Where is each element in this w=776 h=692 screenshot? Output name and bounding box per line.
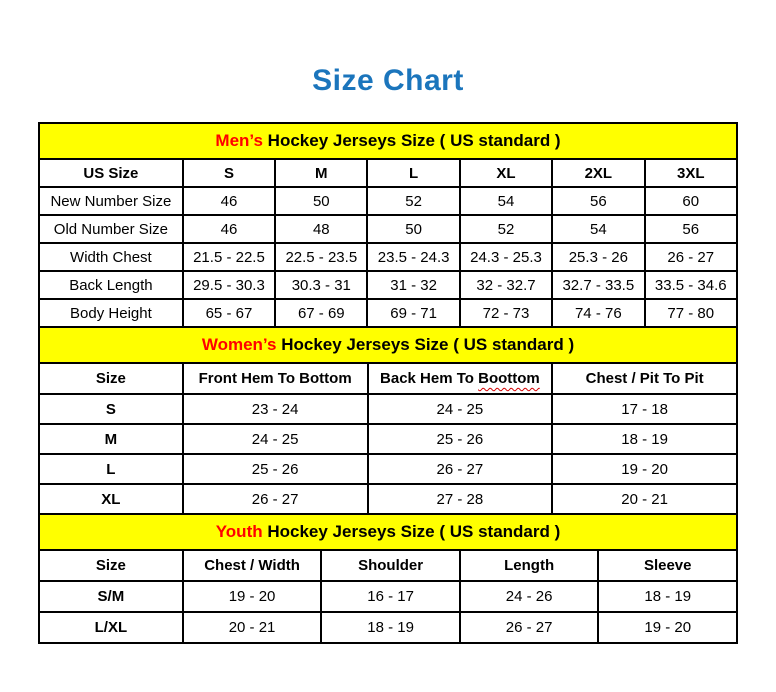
value-cell: 54 bbox=[460, 187, 552, 215]
header-cell: M bbox=[275, 159, 367, 187]
value-cell: 46 bbox=[183, 215, 275, 243]
header-cell: Shoulder bbox=[321, 550, 460, 581]
value-cell: 24 - 25 bbox=[183, 424, 368, 454]
mens-section-header bbox=[38, 122, 738, 160]
value-cell: 17 - 18 bbox=[552, 394, 737, 424]
value-cell: 21.5 - 22.5 bbox=[183, 243, 275, 271]
value-cell: 67 - 69 bbox=[275, 299, 367, 327]
youth-section-title-rest: Hockey Jerseys Size ( US standard ) bbox=[262, 522, 561, 541]
header-cell: L bbox=[367, 159, 459, 187]
value-cell: 24.3 - 25.3 bbox=[460, 243, 552, 271]
youth-section-title bbox=[216, 522, 561, 542]
row-label-cell: S bbox=[39, 394, 183, 424]
value-cell: 22.5 - 23.5 bbox=[275, 243, 367, 271]
value-cell: 46 bbox=[183, 187, 275, 215]
row-label-cell: Old Number Size bbox=[39, 215, 183, 243]
youth-section-title-highlight: Youth bbox=[215, 522, 263, 541]
value-cell: 50 bbox=[367, 215, 459, 243]
table-row bbox=[39, 299, 737, 327]
table-row bbox=[39, 581, 737, 612]
table-row bbox=[39, 424, 737, 454]
table-row bbox=[39, 187, 737, 215]
row-label-cell: New Number Size bbox=[39, 187, 183, 215]
table-row bbox=[39, 394, 737, 424]
value-cell: 20 - 21 bbox=[552, 484, 737, 514]
mens-section-title-rest: Hockey Jerseys Size ( US standard ) bbox=[262, 131, 561, 150]
value-cell: 16 - 17 bbox=[321, 581, 460, 612]
value-cell: 24 - 26 bbox=[460, 581, 599, 612]
value-cell: 19 - 20 bbox=[598, 612, 737, 643]
mens-section-title-highlight: Men’s bbox=[215, 131, 263, 150]
value-cell: 30.3 - 31 bbox=[275, 271, 367, 299]
header-cell: Chest / Pit To Pit bbox=[552, 363, 737, 394]
row-label-cell: L/XL bbox=[39, 612, 183, 643]
header-cell: Sleeve bbox=[598, 550, 737, 581]
womens-section-header bbox=[38, 326, 738, 364]
youth-section-header bbox=[38, 513, 738, 551]
header-cell: Size bbox=[39, 550, 183, 581]
value-cell: 26 - 27 bbox=[645, 243, 738, 271]
table-row bbox=[39, 484, 737, 514]
header-cell-text: Back Hem To bbox=[380, 370, 479, 387]
value-cell: 69 - 71 bbox=[367, 299, 459, 327]
value-cell: 18 - 19 bbox=[321, 612, 460, 643]
value-cell: 26 - 27 bbox=[368, 454, 553, 484]
header-cell bbox=[368, 363, 553, 394]
value-cell: 32 - 32.7 bbox=[460, 271, 552, 299]
value-cell: 19 - 20 bbox=[552, 454, 737, 484]
header-row bbox=[39, 363, 737, 394]
value-cell: 72 - 73 bbox=[460, 299, 552, 327]
table-row bbox=[39, 215, 737, 243]
misspelled-word: Boottom bbox=[478, 370, 540, 387]
womens-size-table bbox=[38, 362, 738, 515]
value-cell: 20 - 21 bbox=[183, 612, 322, 643]
header-cell: 3XL bbox=[645, 159, 738, 187]
value-cell: 29.5 - 30.3 bbox=[183, 271, 275, 299]
header-cell: US Size bbox=[39, 159, 183, 187]
youth-size-table bbox=[38, 549, 738, 644]
value-cell: 56 bbox=[645, 215, 738, 243]
mens-size-table bbox=[38, 158, 738, 328]
womens-section-title bbox=[202, 335, 574, 355]
value-cell: 52 bbox=[460, 215, 552, 243]
mens-section-title bbox=[215, 131, 560, 151]
value-cell: 33.5 - 34.6 bbox=[645, 271, 738, 299]
value-cell: 23.5 - 24.3 bbox=[367, 243, 459, 271]
table-row bbox=[39, 271, 737, 299]
row-label-cell: Width Chest bbox=[39, 243, 183, 271]
value-cell: 48 bbox=[275, 215, 367, 243]
row-label-cell: Body Height bbox=[39, 299, 183, 327]
value-cell: 19 - 20 bbox=[183, 581, 322, 612]
value-cell: 26 - 27 bbox=[183, 484, 368, 514]
page-title: Size Chart bbox=[312, 64, 464, 97]
value-cell: 25 - 26 bbox=[183, 454, 368, 484]
header-row bbox=[39, 550, 737, 581]
header-cell: Front Hem To Bottom bbox=[183, 363, 368, 394]
table-row bbox=[39, 612, 737, 643]
value-cell: 26 - 27 bbox=[460, 612, 599, 643]
value-cell: 31 - 32 bbox=[367, 271, 459, 299]
value-cell: 77 - 80 bbox=[645, 299, 738, 327]
value-cell: 65 - 67 bbox=[183, 299, 275, 327]
header-row bbox=[39, 159, 737, 187]
value-cell: 18 - 19 bbox=[552, 424, 737, 454]
header-cell: S bbox=[183, 159, 275, 187]
size-chart-container bbox=[38, 122, 738, 644]
value-cell: 74 - 76 bbox=[552, 299, 644, 327]
row-label-cell: M bbox=[39, 424, 183, 454]
value-cell: 25.3 - 26 bbox=[552, 243, 644, 271]
row-label-cell: L bbox=[39, 454, 183, 484]
table-row bbox=[39, 454, 737, 484]
header-cell: Size bbox=[39, 363, 183, 394]
row-label-cell: Back Length bbox=[39, 271, 183, 299]
value-cell: 32.7 - 33.5 bbox=[552, 271, 644, 299]
header-cell: 2XL bbox=[552, 159, 644, 187]
value-cell: 60 bbox=[645, 187, 738, 215]
row-label-cell: S/M bbox=[39, 581, 183, 612]
womens-section-title-highlight: Women’s bbox=[201, 335, 277, 354]
header-cell: Chest / Width bbox=[183, 550, 322, 581]
value-cell: 18 - 19 bbox=[598, 581, 737, 612]
value-cell: 24 - 25 bbox=[368, 394, 553, 424]
header-cell: XL bbox=[460, 159, 552, 187]
value-cell: 52 bbox=[367, 187, 459, 215]
value-cell: 50 bbox=[275, 187, 367, 215]
value-cell: 56 bbox=[552, 187, 644, 215]
value-cell: 23 - 24 bbox=[183, 394, 368, 424]
header-cell: Length bbox=[460, 550, 599, 581]
value-cell: 25 - 26 bbox=[368, 424, 553, 454]
value-cell: 27 - 28 bbox=[368, 484, 553, 514]
value-cell: 54 bbox=[552, 215, 644, 243]
womens-section-title-rest: Hockey Jerseys Size ( US standard ) bbox=[276, 335, 575, 354]
row-label-cell: XL bbox=[39, 484, 183, 514]
table-row bbox=[39, 243, 737, 271]
